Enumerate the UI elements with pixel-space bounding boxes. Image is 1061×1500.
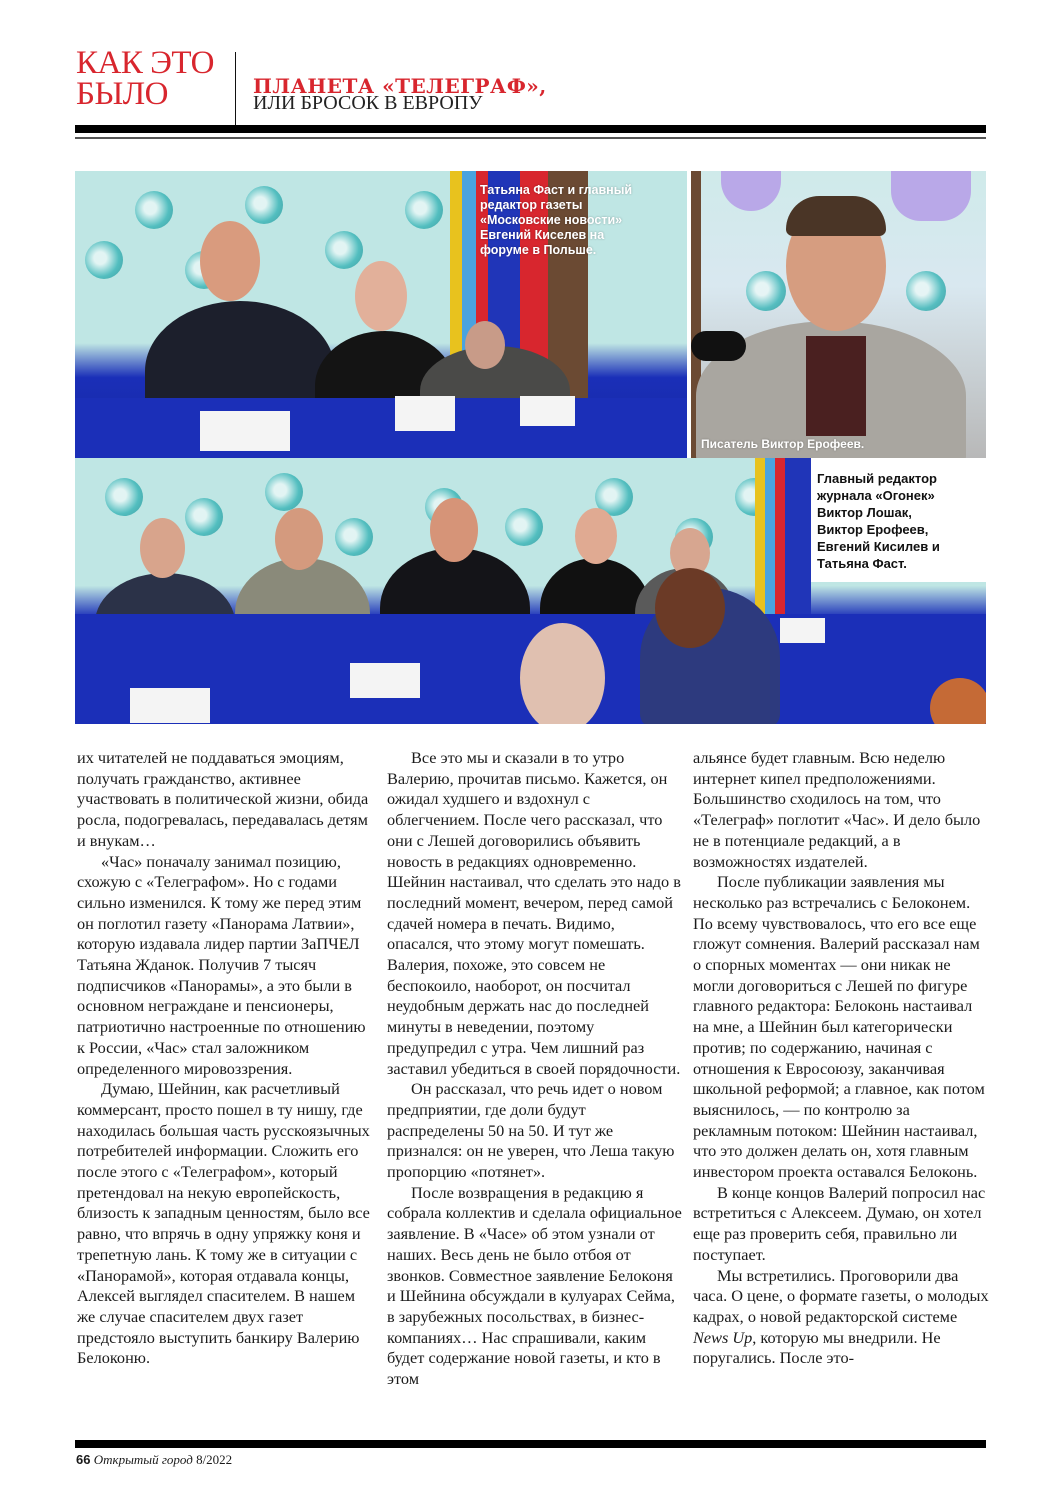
section-rubric (76, 45, 214, 112)
caption-line: Виктор Лошак, (817, 505, 912, 520)
caption-line: Главный редактор (817, 471, 937, 486)
magazine-name: Открытый город (93, 1452, 193, 1467)
header-rule-thin (75, 137, 986, 139)
photo-caption (817, 470, 940, 572)
paragraph: В конце концов Валерий попросил нас встретиться с Алексеем. Думаю, он хотел еще раз проверить себя, правильно ли поступает. (693, 1182, 986, 1264)
text-run: Мы встретились. Проговорили два часа. О цене, о формате газеты, о молодых кадрах, о новой редакторской системе (693, 1265, 989, 1326)
paragraph: «Час» поначалу занимал позицию, схожую с «Телеграфом». Но с годами сильно изменился. К тому же перед этим он поглотил газету «Панорама Латвии», которую издавала лидер партии ЗаПЧЕЛ Татьяна Жданок. Получив 7 тысяч подписчиков «Панорамы», а это были в основном неграждане и пенсионеры, патриотично настроенные по отношению к России, «Час» стал заложником определенного мировоззрения. (77, 851, 366, 1078)
paragraph: После публикации заявления мы несколько раз встречались с Белоконем. По всему чувствовалось, что его все еще гложут сомнения. Валерий рассказал нам о спорных моментах — они никак не могли договориться с Лешей по фигуре главного редактора: Белоконь настаивал на мне, а Шейнин был категорически против; по содержанию, начиная с отношения к Евросоюзу, заканчивая школьной реформой; а главное, как потом выяснилось, — по контролю за рекламным потоком: Шейнин настаивал, что это должен делать он, хотя главным инвестором проекта оставался Белоконь. (693, 872, 985, 1182)
page-footer (76, 1452, 232, 1468)
caption-line: Евгений Киселев на (480, 228, 605, 242)
paragraph: Все это мы и сказали в то утро Валерию, прочитав письмо. Кажется, он ожидал худшего и вздохнул с облегчением. После чего рассказал, что они с Лешей договорились объявить новость в редакциях одновременно. Шейнин настаивал, что сделать это надо в последний момент, вечером, перед самой сдачей номера в печать. Видимо, опасался, что этому могут помешать. Валерия, похоже, это совсем не беспокоило, наоборот, он посчитал неудобным держать нас до последней минуты в неведении, поэтому предупредил с утра. Чем лишний раз заставил убедиться в своей порядочности. (387, 748, 681, 1078)
paragraph: После возвращения в редакцию я собрала коллектив и сделала официальное заявление. В «Часе» об этом узнали от наших. Весь день не было отбоя от звонков. Совместное заявление Белоконя и Шейнина обсуждали в кулуарах Сейма, в зарубежных посольствах, в бизнес-компаниях… Нас спрашивали, каким будет содержание новой газеты, и кто в этом (387, 1182, 682, 1389)
text-column-2 (387, 748, 683, 1390)
caption-line: Евгений Кисилев и (817, 539, 940, 554)
page-number: 66 (76, 1452, 91, 1467)
article-title: ПЛАНЕТА «ТЕЛЕГРАФ», (253, 74, 547, 98)
text-column-3 (693, 748, 989, 1369)
rubric-line-1: КАК ЭТО (76, 45, 214, 81)
paragraph: их читателей не поддаваться эмоциям, получать гражданство, активнее участвовать в политической жизни, обида росла, подогревалась, передавалась детям и внукам… (77, 748, 369, 850)
caption-line: Виктор Ерофеев, (817, 522, 929, 537)
paragraph: Думаю, Шейнин, как расчетливый коммерсант, просто пошел в ту нишу, где находилась большая часть русскоязычных потребителей информации. Сложить его после этого с «Телеграфом», который претендовал на некую европейскость, близость к западным ценностям, было все равно, что впрячь в одну упряжку коня и трепетную лань. К тому же в ситуации с «Панорамой», которая отдавала концы, Алексей выглядел спасителем. В нашем же случае спасителем двух газет предстояло выступить банкиру Валерию Белоконю. (77, 1079, 370, 1368)
text-run: , которую мы внедрили. Не поругались. После это- (693, 1327, 941, 1368)
photo-forum-panel (75, 171, 687, 458)
caption-line: журнала «Огонек» (817, 488, 935, 503)
photo-caption: Писатель Виктор Ерофеев. (701, 437, 865, 451)
caption-line: Татьяна Фаст. (817, 556, 907, 571)
header-divider (235, 52, 236, 132)
caption-line: «Московские новости» (480, 213, 623, 227)
photo-caption (480, 183, 632, 258)
caption-line: форуме в Польше. (480, 243, 597, 257)
paragraph: Он рассказал, что речь идет о новом предприятии, где доли будут распределены 50 на 50. И тут же признался: он не уверен, что Леша такую пропорцию «потянет». (387, 1079, 675, 1182)
photo-erofeev (691, 171, 986, 458)
paragraph (693, 1266, 989, 1370)
caption-line: Татьяна Фаст и главный (480, 183, 633, 197)
rubric-line-2: БЫЛО (76, 76, 168, 112)
issue-number: 8/2022 (196, 1452, 233, 1467)
header-rule-thick (75, 125, 986, 133)
paragraph: альянсе будет главным. Всю неделю интернет кипел предположениями. Большинство сходилось на том, что «Телеграф» поглотит «Час». И дело было не в потенциале редакций, а в возможностях издателей. (693, 748, 981, 871)
footer-rule (75, 1440, 986, 1448)
article-subtitle: ИЛИ БРОСОК В ЕВРОПУ (253, 92, 483, 114)
caption-line: редактор газеты (480, 198, 583, 212)
italic-term: News Up (693, 1327, 753, 1347)
text-column-1 (77, 748, 373, 1369)
